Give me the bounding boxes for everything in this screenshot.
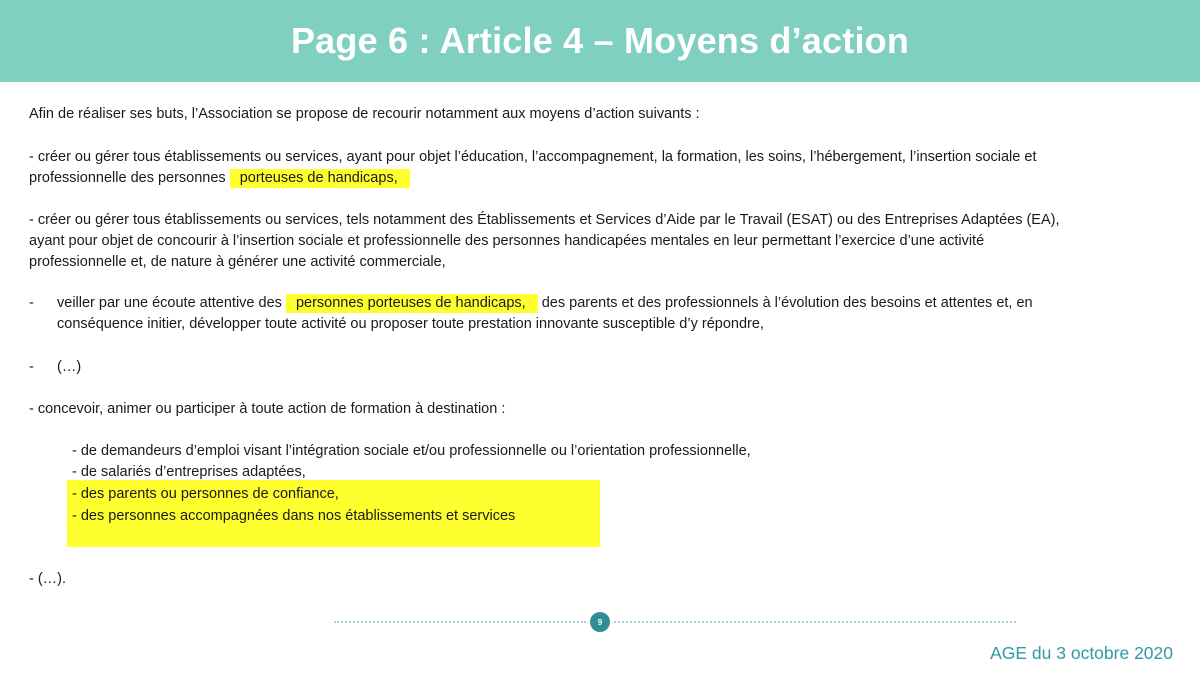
item-line (29, 168, 1036, 189)
page-number-badge: 9 (590, 612, 610, 632)
item-training: - concevoir, animer ou participer à toute action de formation à destination : (29, 401, 506, 417)
footer-divider-right (614, 621, 1016, 623)
item-text: professionnelle des personnes (29, 170, 226, 186)
list-dash: - (29, 359, 34, 375)
sub-item: - des parents ou personnes de confiance, (72, 486, 339, 502)
item-line (57, 293, 1167, 314)
item-content (57, 293, 1167, 335)
item-line: conséquence initier, développer toute activité ou proposer toute prestation innovante susceptible d’y répondre, (57, 316, 764, 332)
sub-item: - des personnes accompagnées dans nos établissements et services (72, 508, 516, 524)
page-title: Page 6 : Article 4 – Moyens d’action (290, 20, 910, 61)
item-line: professionnelle et, de nature à générer une activité commerciale, (29, 254, 446, 270)
highlighted-phrase: porteuses de handicaps, (230, 169, 410, 188)
intro-paragraph: Afin de réaliser ses buts, l’Association se propose de recourir notamment aux moyens d’action suivants : (29, 106, 700, 122)
highlighted-phrase: personnes porteuses de handicaps, (286, 294, 538, 313)
item-create-establishments (29, 147, 1036, 189)
item-content: (…) (57, 359, 82, 375)
item-text: des parents et des professionnels à l’évolution des besoins et attentes et, en (541, 295, 1033, 311)
sub-item: - de salariés d’entreprises adaptées, (72, 464, 306, 480)
item-line: ayant pour objet de concourir à l’insertion sociale et professionnelle des personnes handicapées mentales en leur permettant l’exercice d’une activité (29, 233, 985, 249)
item-final-ellipsis: - (…). (29, 571, 67, 587)
item-text: veiller par une écoute attentive des (57, 295, 282, 311)
item-line: - créer ou gérer tous établissements ou services, ayant pour objet l’éducation, l’accompagnement, la formation, les soins, l’hébergement, l’insertion sociale et (29, 149, 1037, 165)
title-banner (0, 0, 1200, 82)
footer-divider-left (334, 621, 586, 623)
item-esat-ea (29, 210, 1060, 273)
sub-item: - de demandeurs d’emploi visant l’intégration sociale et/ou professionnelle ou l’orientation professionnelle, (72, 443, 751, 459)
event-footer-label: AGE du 3 octobre 2020 (990, 643, 1173, 663)
item-line: - créer ou gérer tous établissements ou services, tels notamment des Établissements et Services d’Aide par le Travail (ESAT) ou des Entreprises Adaptées (EA), (29, 212, 1060, 228)
list-dash: - (29, 295, 34, 311)
